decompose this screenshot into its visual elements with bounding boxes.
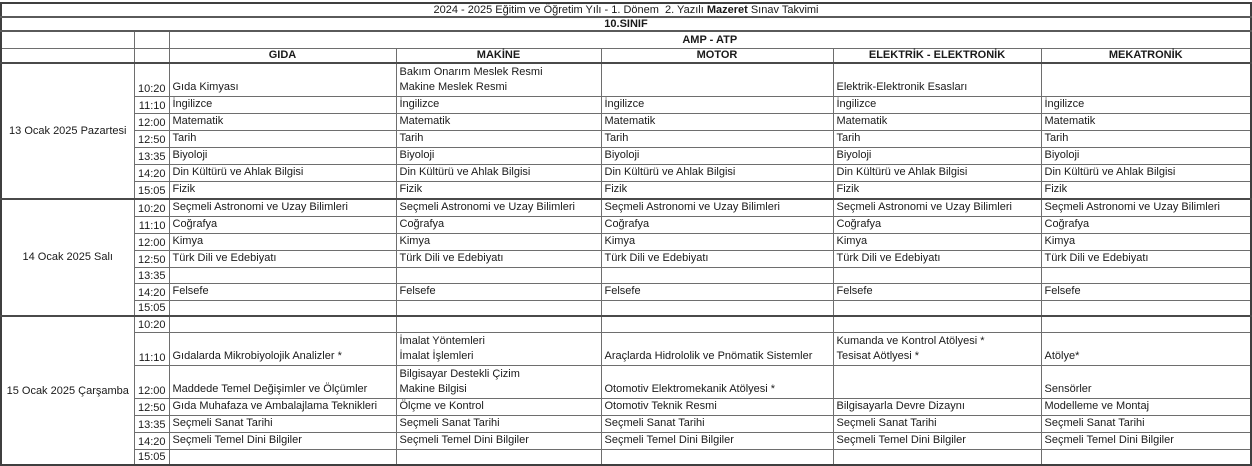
subject-cell [1041, 267, 1251, 283]
column-header-makine: MAKİNE [396, 48, 601, 63]
column-header-motor: MOTOR [601, 48, 833, 63]
page-title [1, 3, 1251, 17]
subject-cell: Din Kültürü ve Ahlak Bilgisi [601, 164, 833, 181]
schedule-row [1, 147, 1251, 164]
time-cell: 12:00 [134, 113, 169, 130]
subject-cell: Felsefe [833, 283, 1041, 300]
program-label: AMP - ATP [169, 31, 1251, 48]
subject-cell: Seçmeli Sanat Tarihi [833, 415, 1041, 432]
column-header-elektrik-elektronik: ELEKTRİK - ELEKTRONİK [833, 48, 1041, 63]
subject-cell: Seçmeli Astronomi ve Uzay Bilimleri [1041, 199, 1251, 217]
subject-cell [169, 449, 396, 465]
subject-cell: Araçlarda Hidrololik ve Pnömatik Sistemler [601, 332, 833, 365]
time-cell: 10:20 [134, 63, 169, 96]
subject-cell: Tarih [169, 130, 396, 147]
schedule-row [1, 415, 1251, 432]
time-cell: 13:35 [134, 147, 169, 164]
subject-cell: İngilizce [1041, 96, 1251, 113]
subject-cell: Gıdalarda Mikrobiyolojik Analizler * [169, 332, 396, 365]
schedule-row [1, 63, 1251, 96]
subject-cell [833, 267, 1041, 283]
subject-cell: Elektrik-Elektronik Esasları [833, 63, 1041, 96]
schedule-row [1, 96, 1251, 113]
class-label: 10.SINIF [1, 17, 1251, 31]
subject-cell: İngilizce [601, 96, 833, 113]
subject-cell: Tarih [1041, 130, 1251, 147]
subject-cell: Din Kültürü ve Ahlak Bilgisi [1041, 164, 1251, 181]
time-cell: 11:10 [134, 216, 169, 233]
subject-cell: Coğrafya [1041, 216, 1251, 233]
time-cell: 12:00 [134, 365, 169, 398]
schedule-row [1, 316, 1251, 332]
schedule-row [1, 267, 1251, 283]
schedule-row [1, 199, 1251, 217]
subject-cell: Seçmeli Temel Dini Bilgiler [833, 432, 1041, 449]
subject-cell: Biyoloji [833, 147, 1041, 164]
time-cell: 11:10 [134, 96, 169, 113]
subject-cell: Tarih [833, 130, 1041, 147]
subject-cell: İngilizce [833, 96, 1041, 113]
date-cell: 15 Ocak 2025 Çarşamba [1, 316, 134, 465]
time-cell: 14:20 [134, 164, 169, 181]
subject-cell: Atölye* [1041, 332, 1251, 365]
subject-cell: Seçmeli Sanat Tarihi [1041, 415, 1251, 432]
time-cell: 10:20 [134, 199, 169, 217]
column-header-mekatronik: MEKATRONİK [1041, 48, 1251, 63]
subject-cell: Kimya [601, 233, 833, 250]
subject-cell: Din Kültürü ve Ahlak Bilgisi [833, 164, 1041, 181]
subject-cell: Seçmeli Astronomi ve Uzay Bilimleri [396, 199, 601, 217]
subject-cell: Matematik [601, 113, 833, 130]
subject-cell: Seçmeli Sanat Tarihi [396, 415, 601, 432]
subject-cell: Türk Dili ve Edebiyatı [833, 250, 1041, 267]
subject-cell: Bilgisayarla Devre Dizaynı [833, 398, 1041, 415]
schedule-row [1, 113, 1251, 130]
subject-cell: Din Kültürü ve Ahlak Bilgisi [169, 164, 396, 181]
column-header-gida: GIDA [169, 48, 396, 63]
subject-cell [833, 316, 1041, 332]
subject-cell: Matematik [833, 113, 1041, 130]
subject-cell: Seçmeli Astronomi ve Uzay Bilimleri [169, 199, 396, 217]
time-cell: 15:05 [134, 449, 169, 465]
schedule-row [1, 130, 1251, 147]
subject-cell [1041, 316, 1251, 332]
subject-cell: Biyoloji [169, 147, 396, 164]
subject-cell: İmalat Yöntemleri İmalat İşlemleri [396, 332, 601, 365]
subject-cell: Türk Dili ve Edebiyatı [169, 250, 396, 267]
subject-cell: İngilizce [169, 96, 396, 113]
subject-cell: Fizik [601, 181, 833, 199]
schedule-body [1, 63, 1251, 465]
time-cell: 14:20 [134, 432, 169, 449]
subject-cell: Gıda Muhafaza ve Ambalajlama Teknikleri [169, 398, 396, 415]
empty-date-header-cell [1, 31, 134, 48]
subject-cell: Tarih [601, 130, 833, 147]
time-cell: 13:35 [134, 267, 169, 283]
subject-cell: Seçmeli Temel Dini Bilgiler [1041, 432, 1251, 449]
subject-cell [601, 300, 833, 316]
subject-cell: Fizik [1041, 181, 1251, 199]
schedule-row [1, 164, 1251, 181]
subject-cell: Otomotiv Teknik Resmi [601, 398, 833, 415]
program-row [1, 31, 1251, 48]
subject-cell: Coğrafya [601, 216, 833, 233]
schedule-row [1, 365, 1251, 398]
schedule-row [1, 181, 1251, 199]
schedule-row [1, 432, 1251, 449]
time-cell: 13:35 [134, 415, 169, 432]
date-cell: 13 Ocak 2025 Pazartesi [1, 63, 134, 199]
subject-cell: Felsefe [169, 283, 396, 300]
schedule-row [1, 332, 1251, 365]
time-cell: 10:20 [134, 316, 169, 332]
subject-cell: Seçmeli Sanat Tarihi [601, 415, 833, 432]
subject-cell: Seçmeli Temel Dini Bilgiler [169, 432, 396, 449]
subject-cell: Maddede Temel Değişimler ve Ölçümler [169, 365, 396, 398]
subject-cell: Fizik [396, 181, 601, 199]
subject-cell: Seçmeli Astronomi ve Uzay Bilimleri [833, 199, 1041, 217]
subject-cell: Sensörler [1041, 365, 1251, 398]
subject-cell: Fizik [169, 181, 396, 199]
subject-cell [1041, 63, 1251, 96]
subject-cell: Türk Dili ve Edebiyatı [396, 250, 601, 267]
subject-cell: Otomotiv Elektromekanik Atölyesi * [601, 365, 833, 398]
time-cell: 15:05 [134, 181, 169, 199]
subject-cell: Biyoloji [1041, 147, 1251, 164]
subject-cell: Matematik [1041, 113, 1251, 130]
subject-cell: Felsefe [1041, 283, 1251, 300]
subject-cell [396, 316, 601, 332]
subject-cell: Bilgisayar Destekli Çizim Makine Bilgisi [396, 365, 601, 398]
time-cell: 12:50 [134, 250, 169, 267]
time-cell: 12:00 [134, 233, 169, 250]
subject-cell [1041, 449, 1251, 465]
subject-cell: Coğrafya [833, 216, 1041, 233]
subject-cell: Kimya [1041, 233, 1251, 250]
exam-schedule-table [0, 2, 1252, 466]
subject-cell: Felsefe [601, 283, 833, 300]
subject-cell: Türk Dili ve Edebiyatı [1041, 250, 1251, 267]
subject-cell: Seçmeli Temel Dini Bilgiler [601, 432, 833, 449]
subject-cell [396, 267, 601, 283]
time-cell: 14:20 [134, 283, 169, 300]
title-highlight: Mazeret [706, 4, 748, 16]
subject-cell: Seçmeli Temel Dini Bilgiler [396, 432, 601, 449]
schedule-head-section [1, 3, 1251, 63]
schedule-row [1, 398, 1251, 415]
subject-cell [396, 449, 601, 465]
title-prefix: 2024 - 2025 Eğitim ve Öğretim Yılı - 1. Dönem 2. Yazılı [433, 4, 707, 16]
subject-cell [169, 300, 396, 316]
schedule-row [1, 216, 1251, 233]
subject-cell [1041, 300, 1251, 316]
subject-cell [601, 449, 833, 465]
time-cell: 11:10 [134, 332, 169, 365]
subject-cell: Seçmeli Astronomi ve Uzay Bilimleri [601, 199, 833, 217]
subject-cell: Matematik [169, 113, 396, 130]
subject-cell: Gıda Kimyası [169, 63, 396, 96]
time-cell: 12:50 [134, 398, 169, 415]
time-cell: 12:50 [134, 130, 169, 147]
subject-cell [601, 316, 833, 332]
subject-cell [396, 300, 601, 316]
subject-cell [601, 267, 833, 283]
schedule-row [1, 300, 1251, 316]
empty-time-header-cell [134, 48, 169, 63]
title-suffix: Sınav Takvimi [747, 4, 819, 16]
date-cell: 14 Ocak 2025 Salı [1, 199, 134, 317]
class-row [1, 17, 1251, 31]
title-row [1, 3, 1251, 17]
subject-cell [833, 449, 1041, 465]
subject-cell: Tarih [396, 130, 601, 147]
subject-cell: Türk Dili ve Edebiyatı [601, 250, 833, 267]
subject-cell: Biyoloji [601, 147, 833, 164]
subject-cell: Bakım Onarım Meslek Resmi Makine Meslek Resmi [396, 63, 601, 96]
subject-cell [169, 267, 396, 283]
subject-cell: Seçmeli Sanat Tarihi [169, 415, 396, 432]
subject-cell: Biyoloji [396, 147, 601, 164]
subject-cell: Coğrafya [169, 216, 396, 233]
empty-time-header-cell [134, 31, 169, 48]
time-cell: 15:05 [134, 300, 169, 316]
schedule-row [1, 449, 1251, 465]
schedule-row [1, 250, 1251, 267]
subject-cell: Kumanda ve Kontrol Atölyesi * Tesisat Aötlyesi * [833, 332, 1041, 365]
subject-cell: Kimya [396, 233, 601, 250]
subject-cell: Coğrafya [396, 216, 601, 233]
subject-cell: Modelleme ve Montaj [1041, 398, 1251, 415]
subject-cell: Kimya [169, 233, 396, 250]
subject-cell: Ölçme ve Kontrol [396, 398, 601, 415]
schedule-row [1, 283, 1251, 300]
empty-date-header-cell [1, 48, 134, 63]
subject-cell: Felsefe [396, 283, 601, 300]
subject-cell: Din Kültürü ve Ahlak Bilgisi [396, 164, 601, 181]
subject-cell [169, 316, 396, 332]
subject-cell: Matematik [396, 113, 601, 130]
subject-cell [601, 63, 833, 96]
subject-cell [833, 365, 1041, 398]
subject-cell: Fizik [833, 181, 1041, 199]
subject-cell: İngilizce [396, 96, 601, 113]
column-header-row [1, 48, 1251, 63]
subject-cell: Kimya [833, 233, 1041, 250]
subject-cell [833, 300, 1041, 316]
schedule-row [1, 233, 1251, 250]
